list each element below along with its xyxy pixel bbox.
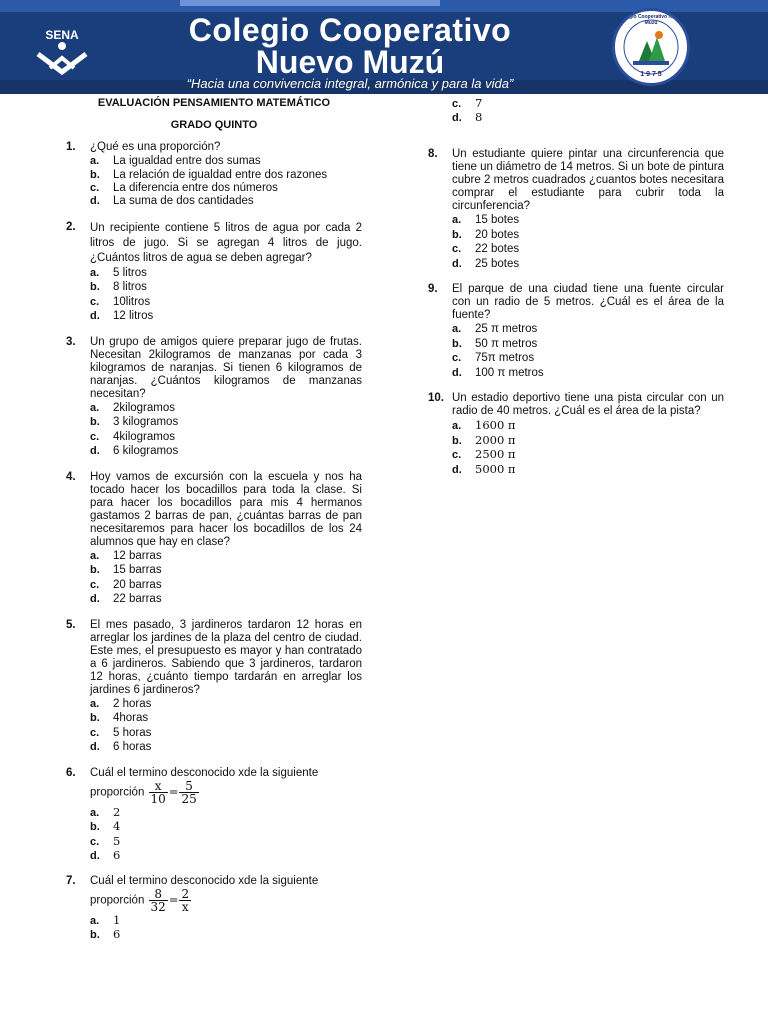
equals-sign: = (168, 892, 179, 907)
option: a. 5 litros (90, 266, 147, 279)
option: a. 2 horas (90, 697, 152, 710)
option: b. 4horas (90, 712, 149, 724)
option: d. La suma de dos cantidades (90, 194, 254, 207)
question-7-continued (428, 96, 724, 124)
question-stem: Cuál el termino desconocido xde la siguiente (90, 766, 319, 779)
option: b. 8 litros (90, 281, 147, 293)
question-number: 4. (66, 470, 76, 483)
option: c. 75π metros (452, 352, 535, 364)
question-9 (428, 283, 724, 380)
option: a. 25 π metros (452, 323, 538, 335)
question-stem: El mes pasado, 3 jardineros tardaron 12 horas en arreglar los jardines de la plaza del centro de ciudad. Este mes, el presupuesto es mayor y han contratado a 6 jardineros. Sabiendo que 3 jardineros, tardaron 12 horas, ¿cuánto tiempo tardarán en arreglar los jardines 6 jardineros? (90, 618, 362, 696)
option: a. 1600 π (452, 418, 516, 432)
option: b. 2000 π (452, 432, 516, 447)
question-stem: Un estadio deportivo tiene una pista circular con un radio de 40 metros. ¿Cuál es el área de la pista? (452, 392, 724, 417)
option: c. La diferencia entre dos números (90, 181, 278, 194)
question-number: 7. (66, 874, 76, 887)
school-header (0, 0, 768, 94)
sena-logo-text: SENA (45, 28, 79, 42)
question-stem: Cuál el termino desconocido xde la siguiente (90, 874, 319, 887)
proportion-label: proporción (90, 894, 145, 907)
question-number: 9. (428, 283, 438, 295)
header-band-accent (180, 0, 440, 6)
option: c. 10litros (90, 295, 151, 308)
question-stem: Un estudiante quiere pintar una circunferencia que tiene un diámetro de 14 metros. Si un bote de pintura cubre 2 metros cuadrados ¿cuantos botes necesitara comprar el estudiante para cubrir toda la circunferencia? (452, 148, 724, 212)
proportion-line (90, 888, 362, 913)
document-title: EVALUACIÓN PENSAMIENTO MATEMÁTICO (97, 97, 331, 109)
question-number: 5. (66, 618, 76, 631)
option: d. 6 (90, 848, 121, 862)
option: b. 15 barras (90, 564, 162, 576)
school-name-line2: Nuevo Muzú (255, 44, 445, 80)
question-number: 1. (66, 141, 76, 153)
option: b. 4 (90, 819, 121, 833)
fraction-right: $\frac{5}{25}$ (181, 778, 197, 806)
option: c. 5 horas (90, 726, 152, 739)
option: d. 22 barras (90, 593, 162, 605)
option: a. 15 botes (452, 214, 520, 226)
option: d. 12 litros (90, 310, 154, 322)
question-10 (428, 392, 724, 476)
equals-sign: = (168, 784, 179, 799)
fraction-right: $\frac{2}{x}$ (181, 886, 190, 914)
option: b. 50 π metros (452, 337, 538, 350)
question-4 (66, 471, 362, 607)
crest-ring-text: Colegio Cooperativo Nuevo Muzú (618, 14, 684, 26)
option: c. 5 (90, 833, 121, 848)
fraction-left: $\frac{8}{32}$ (150, 886, 166, 914)
option: b. 6 (90, 927, 121, 941)
fraction-left: $\frac{x}{10}$ (150, 778, 166, 806)
crest-year: 1 9 7 5 (640, 71, 662, 78)
left-column (66, 96, 362, 942)
option: a. 2kilogramos (90, 401, 175, 414)
option: d. 25 botes (452, 257, 520, 270)
option: a. 12 barras (90, 549, 162, 562)
proportion-line (90, 780, 362, 805)
question-number: 2. (66, 220, 76, 233)
option: c. 2500 π (452, 447, 516, 461)
option: d. 5000 π (452, 461, 516, 476)
question-2 (66, 221, 362, 324)
question-stem: El parque de una ciudad tiene una fuente circular con un radio de 5 metros. ¿Cuál es el área de la fuente? (452, 283, 724, 321)
option: c. 7 (452, 96, 483, 110)
school-name-line1: Colegio Cooperativo (188, 12, 512, 48)
question-stem: Hoy vamos de excursión con la escuela y nos ha tocado hacer los bocadillos para toda la clase. Si para hacer los bocadillos para mis 4 hermanos gastamos 2 barras de pan, ¿cuántas barras de pan necesitaremos para hacer los bocadillos de los 24 alumnos que hay en clase? (90, 470, 362, 548)
question-number: 10. (428, 392, 444, 404)
grade-label: GRADO QUINTO (170, 119, 258, 131)
question-number: 6. (66, 766, 76, 779)
option: b. 3 kilogramos (90, 416, 179, 428)
option: a. La igualdad entre dos sumas (90, 155, 261, 167)
school-crest (612, 8, 690, 86)
question-number: 3. (66, 335, 76, 348)
option: d. 8 (452, 110, 483, 124)
question-stem: ¿Qué es una proporción? (90, 141, 221, 153)
question-number: 8. (428, 148, 438, 160)
school-motto: “Hacia una convivencia integral, armónica y para la vida” (186, 76, 514, 91)
option: a. 1 (90, 912, 121, 927)
question-7 (66, 875, 362, 942)
option: d. 6 kilogramos (90, 445, 179, 457)
option: a. 2 (90, 804, 121, 819)
question-5 (66, 619, 362, 755)
question-stem: Un grupo de amigos quiere preparar jugo de frutas. Necesitan 2kilogramos de manzanas por cada 3 kilogramos de naranjas. Si tienen 6 kilogramos de naranjas. ¿Cuántos kilogramos de manzanas necesitan? (90, 335, 362, 400)
question-1 (66, 141, 362, 208)
right-column (428, 96, 724, 476)
option: c. 4kilogramos (90, 430, 175, 443)
option: d. 6 horas (90, 741, 152, 753)
question-3 (66, 336, 362, 459)
question-6 (66, 767, 362, 863)
proportion-label: proporción (90, 786, 145, 799)
option: d. 100 π metros (452, 366, 544, 379)
option: c. 20 barras (90, 578, 162, 591)
option: b. 20 botes (452, 228, 520, 241)
option: b. La relación de igualdad entre dos razones (90, 168, 328, 181)
option: c. 22 botes (452, 243, 520, 255)
question-stem: Un recipiente contiene 5 litros de agua por cada 2 litros de jugo. Si se agregan 4 litros de jugo. ¿Cuántos litros de agua se deben agregar? (90, 221, 362, 264)
question-8 (428, 148, 724, 271)
